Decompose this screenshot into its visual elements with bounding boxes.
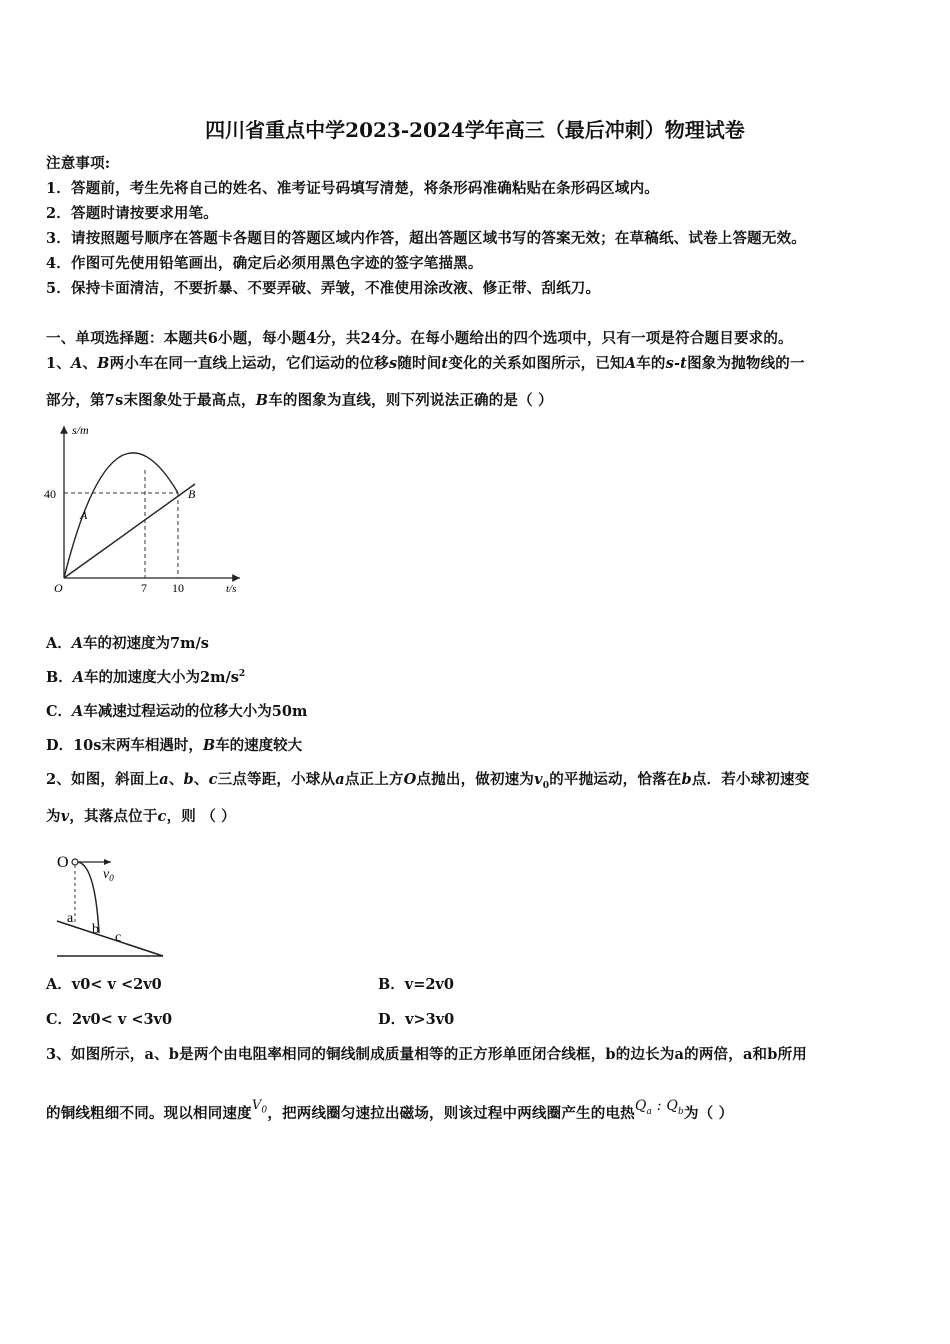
q1-option-b[interactable]: B．A车的加速度大小为$2m/s^2$ bbox=[46, 669, 246, 686]
heat-ratio-symbol: $Q_a$ : $Q_b$ bbox=[634, 1098, 684, 1117]
notice-heading: 注意事项: bbox=[46, 155, 111, 172]
o-label: O bbox=[57, 854, 69, 871]
q1-option-a[interactable]: A．A车的初速度为7m/s bbox=[46, 635, 209, 652]
q3-stem-line2: 的铜线粗细不同。现以相同速度$V_0$，把两线圈匀速拉出磁场，则该过程中两线圈产生的电热$Q_a$ : $Q_b$为（ ） bbox=[46, 1098, 734, 1122]
x-tick-10: 10 bbox=[172, 581, 184, 595]
q1-stem-line2: 部分，第7s末图象处于最高点，B车的图象为直线，则下列说法正确的是（ ） bbox=[46, 392, 553, 409]
x-axis-label: t/s bbox=[226, 583, 237, 595]
curve-a-label: A bbox=[80, 508, 88, 522]
ball bbox=[72, 859, 78, 865]
line-b-label: B bbox=[188, 487, 196, 501]
q2-option-b[interactable]: B．v=2v0 bbox=[378, 976, 454, 993]
notice-item: 3．请按照题号顺序在答题卡各题目的答题区域内作答，超出答题区域书写的答案无效；在草稿纸、试卷上答题无效。 bbox=[46, 230, 806, 247]
q1-option-d[interactable]: D．10s末两车相遇时，B车的速度较大 bbox=[46, 737, 303, 754]
y-axis-label: s/m bbox=[72, 423, 89, 437]
q1-st-graph bbox=[40, 420, 250, 600]
origin-label: O bbox=[54, 581, 63, 595]
x-tick-7: 7 bbox=[141, 581, 147, 595]
q2-stem-line2: 为v，其落点位于c，则 （ ） bbox=[46, 808, 236, 825]
q2-incline-figure bbox=[55, 845, 180, 960]
b-label: b bbox=[92, 922, 99, 937]
notice-item: 1．答题前，考生先将自己的姓名、准考证号码填写清楚，将条形码准确粘贴在条形码区域内。 bbox=[46, 180, 659, 197]
incline bbox=[57, 921, 163, 956]
q2-option-d[interactable]: D．v>3v0 bbox=[378, 1011, 455, 1028]
notice-item: 4．作图可先使用铅笔画出，确定后必须用黑色字迹的签字笔描黑。 bbox=[46, 255, 483, 272]
q1-stem-line1: 1、A、B两小车在同一直线上运动，它们运动的位移s随时间t变化的关系如图所示，已知A车的s-t图象为抛物线的一 bbox=[46, 355, 805, 372]
section-heading: 一、单项选择题：本题共6小题，每小题4分，共24分。在每小题给出的四个选项中，只有一项是符合题目要求的。 bbox=[46, 330, 793, 347]
q2-stem-line1: 2、如图，斜面上a、b、c三点等距，小球从a点正上方O点抛出，做初速为$v_0$的平抛运动，恰落在b点．若小球初速变 bbox=[46, 771, 810, 791]
q1-option-c[interactable]: C．A车减速过程运动的位移大小为50m bbox=[46, 703, 308, 720]
notice-item: 5．保持卡面清洁，不要折暴、不要弄破、弄皱，不准使用涂改液、修正带、刮纸刀。 bbox=[46, 280, 601, 297]
v0-symbol: $V_0$ bbox=[251, 1098, 268, 1116]
line-b bbox=[64, 484, 195, 578]
q2-option-c[interactable]: C．2v0< v <3v0 bbox=[46, 1011, 173, 1028]
c-label: c bbox=[115, 930, 122, 945]
y-tick-40: 40 bbox=[44, 487, 56, 501]
a-label: a bbox=[67, 911, 74, 926]
q3-stem-line1: 3、如图所示，a、b是两个由电阻率相同的铜线制成质量相等的正方形单匝闭合线框，b的边长为a的两倍，a和b所用 bbox=[46, 1046, 807, 1063]
v0-label: $v_0$ bbox=[103, 867, 114, 883]
notice-item: 2．答题时请按要求用笔。 bbox=[46, 205, 218, 222]
q2-option-a[interactable]: A．v0< v <2v0 bbox=[46, 976, 162, 993]
page-title: 四川省重点中学2023-2024学年高三（最后冲刺）物理试卷 bbox=[205, 118, 745, 142]
